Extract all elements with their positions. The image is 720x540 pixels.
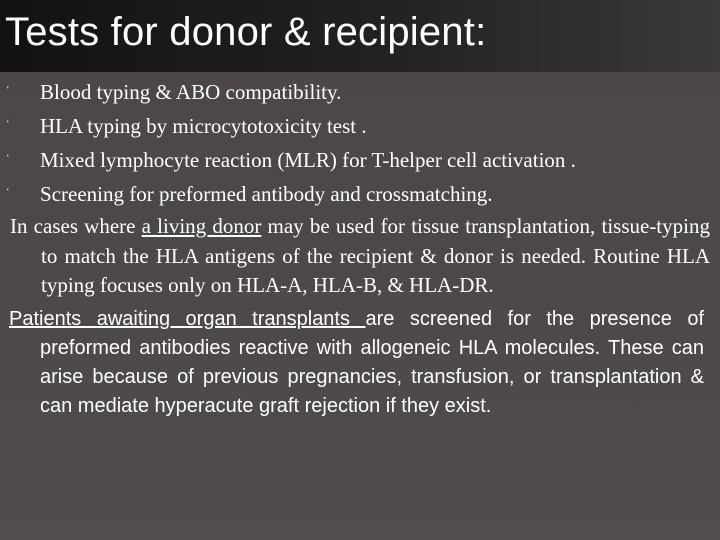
bullet-item [0,110,716,144]
paragraph-text: are screened for the presence of preformed antibodies reactive with allogeneic HLA molecules. These can arise because of previous pregnancies, transfusion, or transplantation & can mediate hyperacute graft rejection if they exist. [40,307,705,417]
underlined-phrase: Patients awaiting organ transplants [9,307,366,330]
slide-title: Tests for donor & recipient: [5,10,487,54]
paragraph-organ-transplants [0,305,716,421]
bullet-item [0,144,716,178]
bullet-text: Blood typing & ABO compatibility. [40,80,342,104]
bullet-text: HLA typing by microcytotoxicity test . [40,114,367,138]
bullet-icon: ‘ [6,186,10,198]
title-bar [0,0,720,72]
bullet-item [0,178,716,212]
bullet-item [0,76,716,110]
bullet-icon: ‘ [6,84,10,96]
paragraph-lead: In cases where [10,214,142,238]
paragraph-text: may be used for tissue transplantation, tissue-typing to match the HLA antigens of the recipient & donor is needed. Routine HLA typing focuses only on HLA-A, HLA-B, & HLA-DR. [41,214,710,297]
paragraph-living-donor [1,212,716,301]
bullet-text: Screening for preformed antibody and crossmatching. [40,182,493,206]
bullet-icon: ‘ [6,152,10,164]
bullet-text: Mixed lymphocyte reaction (MLR) for T-helper cell activation . [40,148,576,172]
underlined-phrase: a living donor [141,214,262,238]
slide-content [0,76,716,421]
bullet-icon: ‘ [6,118,10,130]
